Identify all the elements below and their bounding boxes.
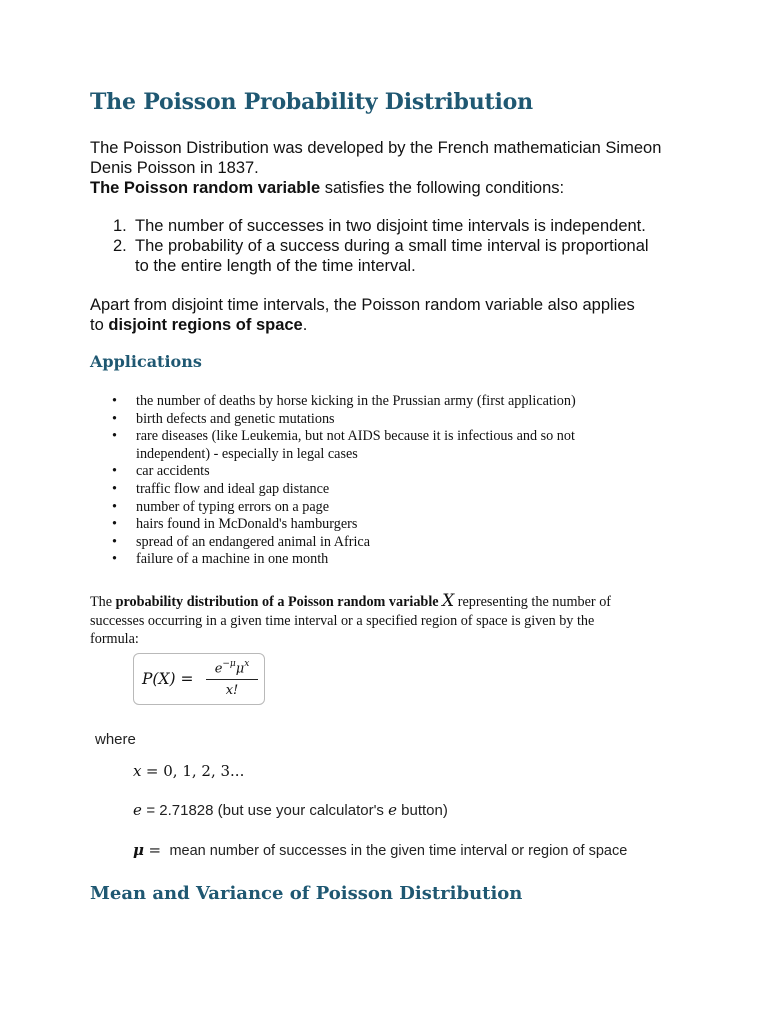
formula-numerator bbox=[206, 659, 258, 677]
application-item bbox=[112, 551, 632, 569]
distribution-line-2: successes occurring in a given time interval or a specified region of space is given by the bbox=[90, 613, 595, 629]
where-mu-eq: = bbox=[148, 841, 162, 859]
condition-number: 2. bbox=[113, 237, 127, 255]
mean-variance-heading: Mean and Variance of Poisson Distribution bbox=[90, 883, 523, 904]
application-text-line: number of typing errors on a page bbox=[136, 498, 330, 515]
application-text-line: independent) - especially in legal cases bbox=[136, 445, 358, 462]
bullet-icon: • bbox=[112, 480, 117, 497]
where-e-var: e bbox=[133, 801, 142, 819]
condition-item bbox=[90, 216, 710, 236]
where-e-value: = 2.71828 (but use your calculator's bbox=[146, 802, 389, 819]
application-text-line: hairs found in McDonald's hamburgers bbox=[136, 516, 358, 533]
where-e-line bbox=[133, 801, 448, 821]
application-item bbox=[112, 428, 632, 463]
application-text-line: traffic flow and ideal gap distance bbox=[136, 480, 330, 497]
where-mu-var: μ bbox=[133, 841, 144, 859]
bullet-icon: • bbox=[112, 551, 117, 568]
formula-mu: μ bbox=[235, 661, 245, 677]
intro-line-1: The Poisson Distribution was developed by the French mathematician Simeon bbox=[90, 139, 662, 157]
apart-line-2-pre: to bbox=[90, 316, 109, 334]
application-text-line: spread of an endangered animal in Africa bbox=[136, 533, 370, 550]
disjoint-regions-term: disjoint regions of space bbox=[108, 316, 303, 334]
formula-fraction-bar bbox=[206, 679, 258, 680]
formula-denominator: x! bbox=[225, 683, 239, 698]
poisson-random-variable-term: The Poisson random variable bbox=[90, 179, 321, 197]
where-mu-text: mean number of successes in the given time interval or region of space bbox=[169, 843, 628, 859]
condition-item bbox=[90, 236, 710, 276]
condition-text-line: The probability of a success during a small time interval is proportional bbox=[135, 237, 649, 255]
application-text-line: birth defects and genetic mutations bbox=[136, 410, 335, 427]
where-label: where bbox=[95, 731, 136, 748]
application-item bbox=[112, 499, 632, 517]
distribution-line-3: formula: bbox=[90, 631, 139, 647]
bullet-icon: • bbox=[112, 516, 117, 533]
bullet-icon: • bbox=[112, 498, 117, 515]
apart-line-2-post: . bbox=[302, 316, 308, 334]
poisson-formula-box bbox=[133, 653, 265, 705]
bullet-icon: • bbox=[112, 410, 117, 427]
application-text-line: the number of deaths by horse kicking in the Prussian army (first application) bbox=[136, 393, 576, 409]
where-mu-line bbox=[133, 841, 627, 861]
distribution-bold-term: probability distribution of a Poisson random variable bbox=[115, 594, 439, 610]
condition-text-line: The number of successes in two disjoint time intervals is independent. bbox=[135, 217, 646, 235]
application-text-line: failure of a machine in one month bbox=[136, 551, 329, 568]
where-x-line bbox=[133, 762, 244, 781]
formula-lhs: P(X) = bbox=[142, 670, 194, 688]
application-item bbox=[112, 481, 632, 499]
page-title: The Poisson Probability Distribution bbox=[90, 89, 533, 115]
conditions-list bbox=[90, 216, 710, 276]
distribution-rest: representing the number of bbox=[454, 594, 612, 610]
bullet-icon: • bbox=[112, 393, 117, 409]
application-item bbox=[112, 516, 632, 534]
where-e-button-var: e bbox=[388, 801, 397, 819]
application-item bbox=[112, 534, 632, 552]
distribution-line-1 bbox=[90, 592, 611, 611]
formula-mu-exponent: x bbox=[244, 659, 250, 669]
bullet-icon: • bbox=[112, 463, 117, 480]
where-x-value: = 0, 1, 2, 3... bbox=[145, 762, 245, 780]
variable-x: X bbox=[442, 591, 455, 611]
condition-number: 1. bbox=[113, 217, 127, 235]
application-item bbox=[112, 393, 632, 411]
formula-e-exponent: −μ bbox=[222, 659, 236, 669]
application-text-line: car accidents bbox=[136, 463, 210, 480]
application-text-line: rare diseases (like Leukemia, but not AIDS because it is infectious and so not bbox=[136, 428, 575, 445]
intro-line-2: Denis Poisson in 1837. bbox=[90, 159, 259, 177]
application-item bbox=[112, 463, 632, 481]
condition-text-line: to the entire length of the time interval. bbox=[135, 257, 416, 275]
formula-e: e bbox=[214, 661, 223, 677]
apart-line-1: Apart from disjoint time intervals, the Poisson random variable also applies bbox=[90, 296, 635, 314]
applications-heading: Applications bbox=[90, 352, 202, 371]
where-x-var: x bbox=[133, 762, 142, 780]
bullet-icon: • bbox=[112, 533, 117, 550]
where-e-tail: button) bbox=[397, 802, 448, 819]
distribution-pre: The bbox=[90, 594, 116, 610]
apart-line-2 bbox=[90, 315, 307, 335]
application-item bbox=[112, 411, 632, 429]
bullet-icon: • bbox=[112, 428, 117, 445]
intro-line-3-rest: satisfies the following conditions: bbox=[320, 179, 565, 197]
applications-list bbox=[112, 393, 632, 569]
intro-line-3 bbox=[90, 178, 564, 198]
